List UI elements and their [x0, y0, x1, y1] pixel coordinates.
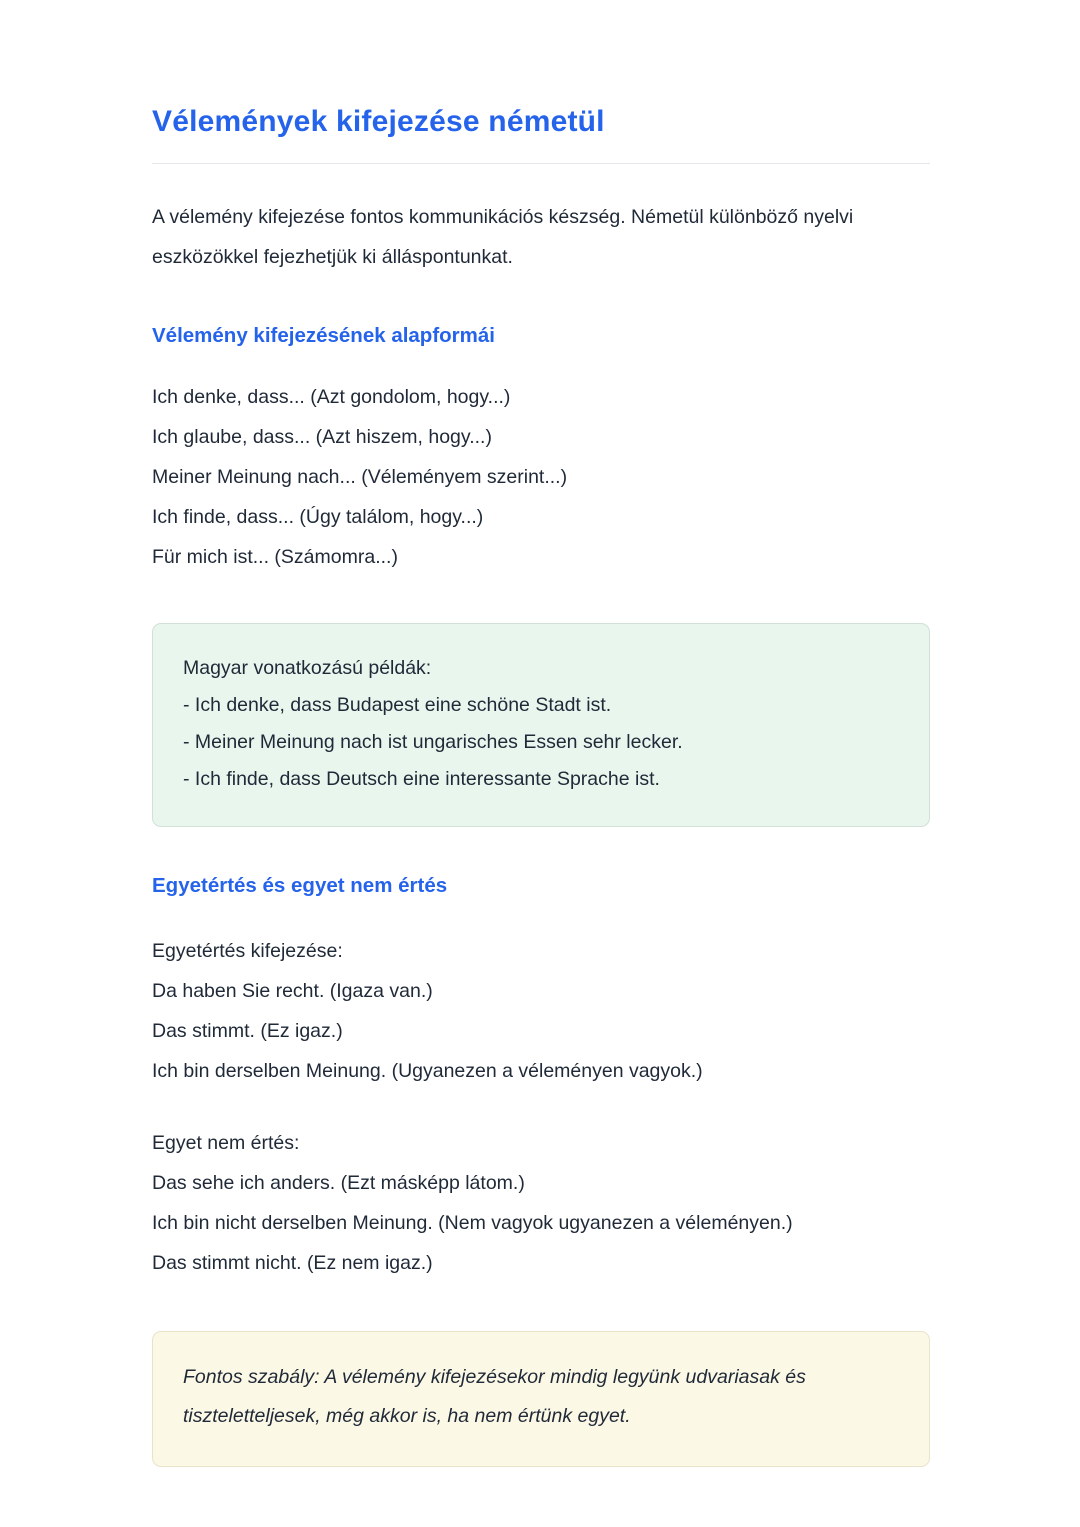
- example-item: - Ich finde, dass Deutsch eine interessante Sprache ist.: [183, 768, 660, 790]
- example-item: - Meiner Meinung nach ist ungarisches Essen sehr lecker.: [183, 731, 683, 753]
- phrase-line: Das stimmt nicht. (Ez nem igaz.): [152, 1252, 433, 1274]
- agree-phrases-list: [152, 971, 930, 1091]
- disagreement-phrases-block: [152, 1123, 930, 1283]
- important-rule-text: Fontos szabály: A vélemény kifejezésekor mindig legyünk udvariasak és tiszteletteljesek, még akkor is, ha nem értünk egyet.: [183, 1366, 806, 1427]
- phrase-line: Ich glaube, dass... (Azt hiszem, hogy...): [152, 426, 492, 448]
- section-heading-basics: Vélemény kifejezésének alapformái: [152, 324, 495, 347]
- phrase-line: Für mich ist... (Számomra...): [152, 546, 398, 568]
- title-divider: [152, 163, 930, 164]
- phrase-line: Ich bin derselben Meinung. (Ugyanezen a véleményen vagyok.): [152, 1060, 703, 1082]
- disagree-phrases-list: [152, 1163, 930, 1283]
- agree-label: Egyetértés kifejezése:: [152, 940, 343, 962]
- important-rule-callout-box: [152, 1331, 930, 1467]
- phrase-line: Meiner Meinung nach... (Véleményem szerint...): [152, 466, 568, 488]
- section-heading-agreement: Egyetértés és egyet nem értés: [152, 874, 448, 897]
- phrase-line: Das sehe ich anders. (Ezt másképp látom.): [152, 1172, 525, 1194]
- examples-box-title: Magyar vonatkozású példák:: [183, 657, 432, 679]
- basic-phrases-list: [152, 377, 930, 577]
- intro-paragraph: A vélemény kifejezése fontos kommunikációs készség. Németül különböző nyelvi eszközökkel fejezhetjük ki álláspontunkat.: [152, 206, 854, 268]
- phrase-line: Ich bin nicht derselben Meinung. (Nem vagyok ugyanezen a véleményen.): [152, 1212, 793, 1234]
- examples-box-items: [183, 687, 899, 798]
- phrase-line: Da haben Sie recht. (Igaza van.): [152, 980, 433, 1002]
- agreement-phrases-block: [152, 931, 930, 1091]
- examples-callout-box: [152, 623, 930, 827]
- phrase-line: Das stimmt. (Ez igaz.): [152, 1020, 343, 1042]
- page-title: Vélemények kifejezése németül: [152, 105, 605, 138]
- phrase-line: Ich denke, dass... (Azt gondolom, hogy...): [152, 386, 511, 408]
- example-item: - Ich denke, dass Budapest eine schöne Stadt ist.: [183, 694, 612, 716]
- document-content: [152, 0, 930, 1467]
- phrase-line: Ich finde, dass... (Úgy találom, hogy...): [152, 506, 484, 528]
- disagree-label: Egyet nem értés:: [152, 1132, 300, 1154]
